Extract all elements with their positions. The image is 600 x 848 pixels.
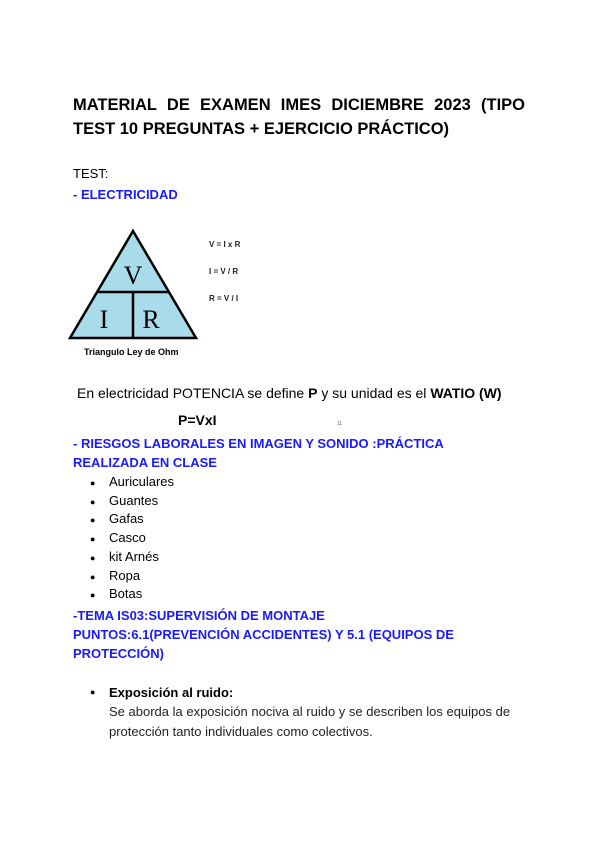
- list-item: ● Auriculares: [90, 473, 174, 492]
- ohm-letter-v: V: [123, 261, 143, 290]
- exposicion-description: Se aborda la exposición nociva al ruido y se describen los equipos de protección tanto individuales como colectivos.: [109, 704, 511, 739]
- section-tema-line1: -TEMA IS03:SUPERVISIÓN DE MONTAJE: [73, 608, 325, 623]
- formula-v: V = I x R: [209, 240, 241, 249]
- list-item: ● Guantes: [90, 492, 174, 511]
- formula-r: R = V / I: [209, 294, 239, 303]
- exposicion-heading: Exposición al ruido:: [109, 685, 234, 700]
- bullet-icon: ●: [90, 687, 96, 697]
- ohm-triangle-diagram: [67, 228, 199, 343]
- tiny-mark: 11: [337, 421, 343, 427]
- epi-list: [90, 473, 174, 604]
- section-riesgos: - RIESGOS LABORALES EN IMAGEN Y SONIDO :PRÁCTICA REALIZADA EN CLASE: [73, 436, 444, 470]
- list-item: ● Gafas: [90, 510, 174, 529]
- section-electricidad: - ELECTRICIDAD: [73, 187, 178, 202]
- list-item: ● Botas: [90, 585, 174, 604]
- ohm-letter-i: I: [99, 305, 109, 334]
- list-item: ● Ropa: [90, 567, 174, 586]
- formula-i: I = V / R: [209, 267, 239, 276]
- ohm-letter-r: R: [142, 305, 160, 334]
- test-label: TEST:: [73, 166, 109, 181]
- power-formula: P=VxI: [178, 412, 217, 428]
- document-title: MATERIAL DE EXAMEN IMES DICIEMBRE 2023 (TIPO TEST 10 PREGUNTAS + EJERCICIO PRÁCTICO): [73, 96, 525, 138]
- list-item: ● kit Arnés: [90, 548, 174, 567]
- power-definition: En electricidad POTENCIA se define P y su unidad es el WATIO (W): [77, 385, 502, 401]
- exposicion-item: [90, 684, 549, 742]
- section-tema-line2: PUNTOS:6.1(PREVENCIÓN ACCIDENTES) Y 5.1 (EQUIPOS DE PROTECCIÓN): [73, 627, 454, 661]
- list-item: ● Casco: [90, 529, 174, 548]
- ohm-triangle-caption: Triangulo Ley de Ohm: [84, 347, 179, 357]
